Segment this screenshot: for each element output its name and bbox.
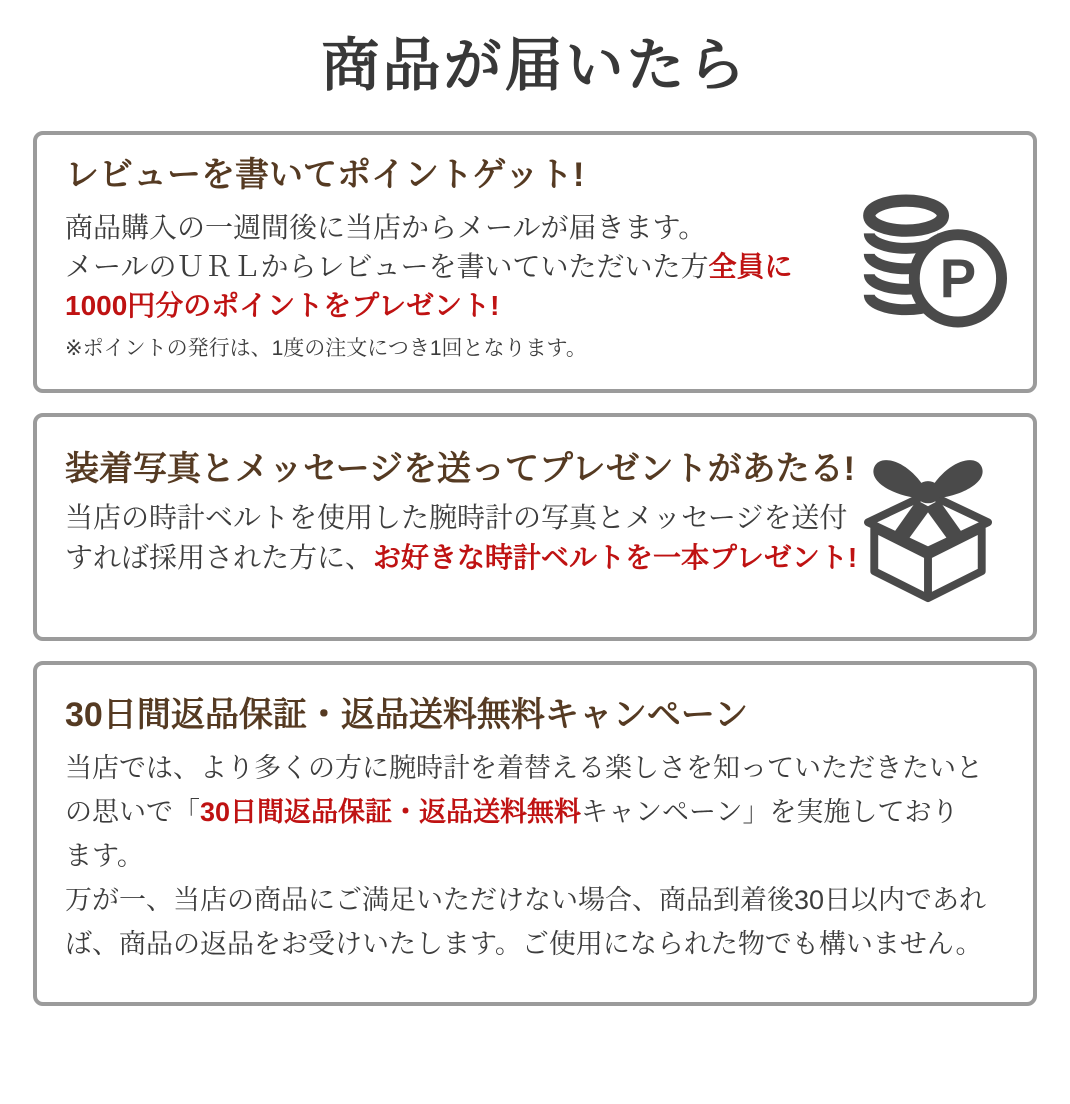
guarantee-card-line5: ば、商品の返品をお受けいたします。ご使用になられた物でも構いません。: [65, 928, 983, 959]
guarantee-line2-post: キャンペーン」を実施しており: [581, 796, 959, 827]
guarantee-card-heading: 30日間返品保証・返品送料無料キャンペーン: [65, 695, 749, 734]
photo-present-card: [33, 413, 1037, 641]
promo-page: [0, 34, 1070, 1006]
photo-card-line2: [65, 538, 880, 578]
review-card-note: ※ポイントの発行は、1度の注文につき1回となります。: [65, 336, 587, 360]
photo-card-line1: 当店の時計ベルトを使用した腕時計の写真とメッセージを送付: [65, 501, 848, 533]
return-guarantee-card: [33, 661, 1037, 1006]
guarantee-line2-highlight: 30日間返品保証・返品送料無料: [200, 796, 582, 827]
photo-line2-text: すれば採用された方に、: [65, 541, 374, 573]
page-title: 商品が届いたら: [321, 33, 749, 98]
guarantee-card-line2: [65, 790, 1005, 834]
photo-card-heading: 装着写真とメッセージを送ってプレゼントがあたる!: [65, 449, 855, 488]
guarantee-card-line1: 当店では、より多くの方に腕時計を着替える楽しさを知っていただきたいと: [65, 752, 983, 783]
gift-box-icon: [849, 445, 1007, 609]
point-letter: P: [939, 248, 977, 310]
review-card-line2: [65, 247, 880, 286]
review-card-line1: 商品購入の一週間後に当店からメールが届きます。: [65, 211, 707, 243]
review-card-heading: レビューを書いてポイントゲット!: [65, 155, 585, 194]
review-line2-text: メールのＵＲＬからレビューを書いていただいた方: [65, 250, 709, 282]
guarantee-card-line4: 万が一、当店の商品にご満足いただけない場合、商品到着後30日以内であれ: [65, 884, 987, 915]
guarantee-card-line3: ます。: [65, 840, 144, 871]
review-card-line3: 1000円分のポイントをプレゼント!: [65, 289, 500, 321]
guarantee-line2-pre: の思いで「: [65, 796, 200, 827]
review-points-card: [33, 131, 1037, 393]
point-coins-icon: [857, 187, 1007, 337]
review-line2-highlight: 全員に: [708, 250, 793, 282]
review-card-content: [65, 155, 880, 362]
photo-card-content: [65, 498, 880, 578]
photo-line2-highlight: お好きな時計ベルトを一本プレゼント!: [373, 541, 858, 573]
